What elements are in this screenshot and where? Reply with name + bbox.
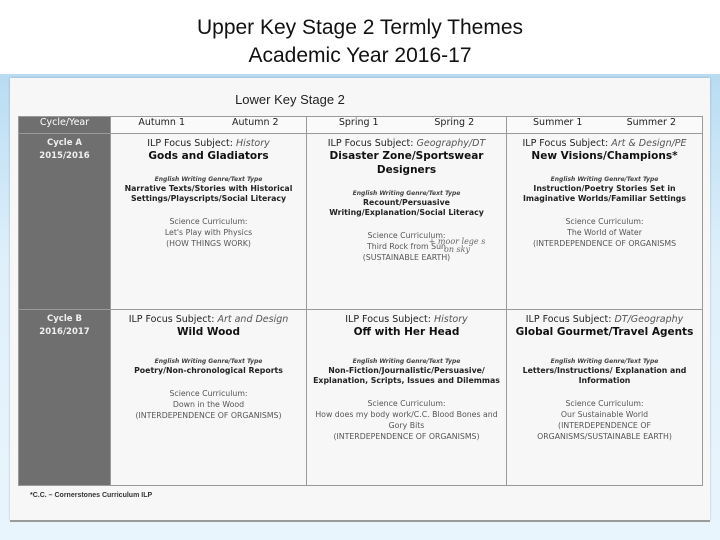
science-topic: The World of Water [567, 228, 642, 237]
bottom-divider [10, 520, 710, 522]
header-autumn [111, 117, 307, 134]
header-cycle-year: Cycle/Year [19, 117, 111, 134]
focus-subject-name: Art and Design [217, 314, 289, 325]
focus-prefix: ILP Focus Subject: [147, 138, 233, 149]
science-label: Science Curriculum: [169, 389, 248, 398]
english-genre-type: Letters/Instructions/ Explanation and Information [522, 366, 687, 385]
focus-prefix: ILP Focus Subject: [128, 314, 215, 325]
focus-subject [111, 314, 306, 325]
table-row-cycle-b [19, 310, 703, 486]
science-note: (HOW THINGS WORK) [166, 239, 251, 248]
cycle-a-summer-cell [507, 134, 703, 310]
header-autumn-1: Autumn 1 [138, 117, 185, 128]
cycle-b-summer-cell [507, 310, 703, 486]
themes-table [18, 116, 703, 486]
focus-subject-name: Geography/DT [416, 138, 486, 149]
slide-title-line-1: Upper Key Stage 2 Termly Themes [196, 16, 524, 39]
cycle-a-label: Cycle A [46, 138, 83, 148]
science-note: (INTERDEPENDENCE OF ORGANISMS) [333, 432, 480, 441]
header-spring [307, 117, 507, 134]
english-genre-type: Poetry/Non-chronological Reports [134, 366, 283, 375]
focus-prefix: ILP Focus Subject: [345, 314, 431, 325]
footnote: *C.C. – Cornerstones Curriculum ILP [30, 492, 153, 499]
english-genre-label: English Writing Genre/Text Type [550, 176, 659, 183]
cycle-a-year: 2015/2016 [39, 151, 90, 161]
theme-title: Disaster Zone/Sportswear Designers [329, 150, 484, 176]
cycle-b-spring-cell [307, 310, 507, 486]
science-label: Science Curriculum: [565, 399, 644, 408]
header-spring-2: Spring 2 [434, 117, 475, 128]
science-label: Science Curriculum: [367, 231, 446, 240]
theme-title: Wild Wood [176, 326, 241, 338]
english-genre-type: Recount/Persuasive Writing/Explanation/Social Literacy [329, 198, 484, 217]
theme-title: Gods and Gladiators [148, 150, 269, 162]
scanned-document [10, 78, 710, 520]
cycle-a-autumn-cell [111, 134, 307, 310]
table-header-row [19, 117, 703, 134]
science-label: Science Curriculum: [565, 217, 644, 226]
english-genre-type: Narrative Texts/Stories with Historical Settings/Playscripts/Social Literacy [124, 184, 293, 203]
english-genre-label: English Writing Genre/Text Type [154, 358, 263, 365]
focus-subject-name: Art & Design/PE [611, 138, 687, 149]
science-topic: Let's Play with Physics [164, 228, 253, 237]
english-genre-label: English Writing Genre/Text Type [154, 176, 263, 183]
science-note: (INTERDEPENDENCE OF ORGANISMS) [135, 411, 282, 420]
cycle-a-spring-cell [307, 134, 507, 310]
slide-title-line-2: Academic Year 2016-17 [248, 44, 472, 67]
cycle-b-label-cell [19, 310, 111, 486]
science-note: (INTERDEPENDENCE OF ORGANISMS [532, 239, 677, 248]
science-topic: How does my body work/C.C. Blood Bones and Gory Bits [315, 410, 498, 430]
header-summer [507, 117, 703, 134]
english-genre-type: Non-Fiction/Journalistic/Persuasive/ Explanation, Scripts, Issues and Dilemmas [313, 366, 500, 385]
science-label: Science Curriculum: [169, 217, 248, 226]
focus-prefix: ILP Focus Subject: [327, 138, 414, 149]
focus-subject-name: History [235, 138, 270, 149]
focus-subject-name: DT/Geography [614, 314, 684, 325]
header-spring-1: Spring 1 [338, 117, 379, 128]
handwritten-note: + moor lege s on sky [428, 237, 486, 254]
focus-subject [307, 314, 506, 325]
cycle-b-autumn-cell [111, 310, 307, 486]
science-topic: Our Sustainable World [560, 410, 649, 419]
focus-subject [507, 138, 702, 149]
science-note: (SUSTAINABLE EARTH) [362, 253, 451, 262]
header-autumn-2: Autumn 2 [231, 117, 279, 128]
focus-prefix: ILP Focus Subject: [525, 314, 612, 325]
focus-subject [307, 138, 506, 149]
english-genre-label: English Writing Genre/Text Type [550, 358, 659, 365]
cycle-b-year: 2016/2017 [39, 327, 90, 337]
focus-subject [507, 314, 702, 325]
english-genre-type: Instruction/Poetry Stories Set in Imaginative Worlds/Familiar Settings [523, 184, 686, 203]
slide-title [0, 14, 720, 70]
focus-subject-name: History [433, 314, 468, 325]
cycle-b-label: Cycle B [47, 314, 82, 324]
document-title: Lower Key Stage 2 [235, 92, 345, 107]
cycle-a-label-cell [19, 134, 111, 310]
header-summer-1: Summer 1 [533, 117, 583, 128]
header-summer-2: Summer 2 [626, 117, 676, 128]
focus-prefix: ILP Focus Subject: [522, 138, 609, 149]
english-genre-label: English Writing Genre/Text Type [352, 358, 461, 365]
table-row-cycle-a [19, 134, 703, 310]
science-topic: Down in the Wood [172, 400, 245, 409]
theme-title: New Visions/Champions* [531, 150, 678, 162]
science-label: Science Curriculum: [367, 399, 446, 408]
document-top-strip [30, 78, 170, 86]
theme-title: Global Gourmet/Travel Agents [515, 326, 694, 338]
science-note: (INTERDEPENDENCE OF ORGANISMS/SUSTAINABLE EARTH) [537, 421, 672, 441]
science-topic: Third Rock from Sun [367, 242, 446, 251]
english-genre-label: English Writing Genre/Text Type [352, 190, 461, 197]
focus-subject [111, 138, 306, 149]
theme-title: Off with Her Head [353, 326, 460, 338]
